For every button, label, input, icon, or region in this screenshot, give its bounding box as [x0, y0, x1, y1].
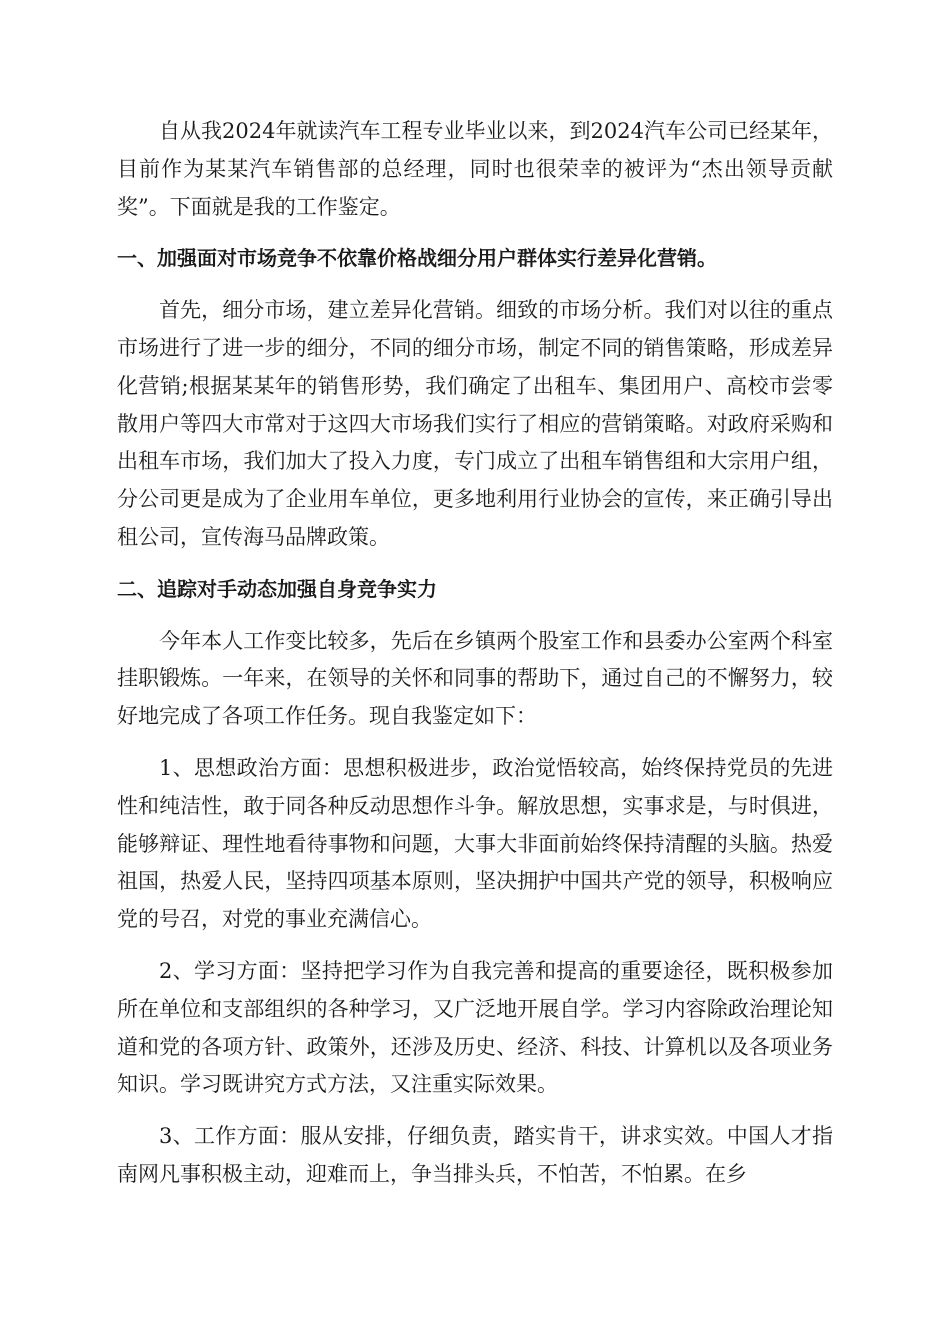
item-2-paragraph: 2、学习方面：坚持把学习作为自我完善和提高的重要途径，既积极参加所在单位和支部组织的各种学习，又广泛地开展自学。学习内容除政治理论知道和党的各项方针、政策外，还涉及历史、经济、科技、计算机以及各项业务知识。学习既讲究方式方法，又注重实际效果。: [117, 958, 833, 1097]
section-2-paragraph: 今年本人工作变比较多，先后在乡镇两个股室工作和县委办公室两个科室挂职锻炼。一年来，在领导的关怀和同事的帮助下，通过自己的不懈努力，较好地完成了各项工作任务。现自我鉴定如下：: [117, 628, 833, 729]
section-heading-2: 二、追踪对手动态加强自身竞争实力: [117, 576, 437, 601]
item-1-paragraph: 1、思想政治方面：思想积极进步，政治觉悟较高，始终保持党员的先进性和纯洁性，敢于同各种反动思想作斗争。解放思想，实事求是，与时俱进，能够辩证、理性地看待事物和问题，大事大非面前始终保持清醒的头脑。热爱祖国，热爱人民，坚持四项基本原则，坚决拥护中国共产党的领导，积极响应党的号召，对党的事业充满信心。: [117, 755, 833, 932]
section-heading-1: 一、加强面对市场竞争不依靠价格战细分用户群体实行差异化营销。: [117, 246, 717, 271]
section-1-paragraph: 首先，细分市场，建立差异化营销。细致的市场分析。我们对以往的重点市场进行了进一步的细分，不同的细分市场，制定不同的销售策略，形成差异化营销;根据某某年的销售形势，我们确定了出租车、集团用户、高校市尝零散用户等四大市常对于这四大市场我们实行了相应的营销策略。对政府采购和出租车市场，我们加大了投入力度，专门成立了出租车销售组和大宗用户组，分公司更是成为了企业用车单位，更多地利用行业协会的宣传，来正确引导出租公司，宣传海马品牌政策。: [117, 298, 833, 549]
item-3-paragraph: 3、工作方面：服从安排，仔细负责，踏实肯干，讲求实效。中国人才指南网凡事积极主动，迎难而上，争当排头兵，不怕苦，不怕累。在乡: [117, 1124, 833, 1186]
intro-paragraph: 自从我2024年就读汽车工程专业毕业以来，到2024汽车公司已经某年，目前作为某某汽车销售部的总经理，同时也很荣幸的被评为“杰出领导贡献奖”。下面就是我的工作鉴定。: [117, 119, 833, 219]
document-page: [117, 113, 833, 1208]
